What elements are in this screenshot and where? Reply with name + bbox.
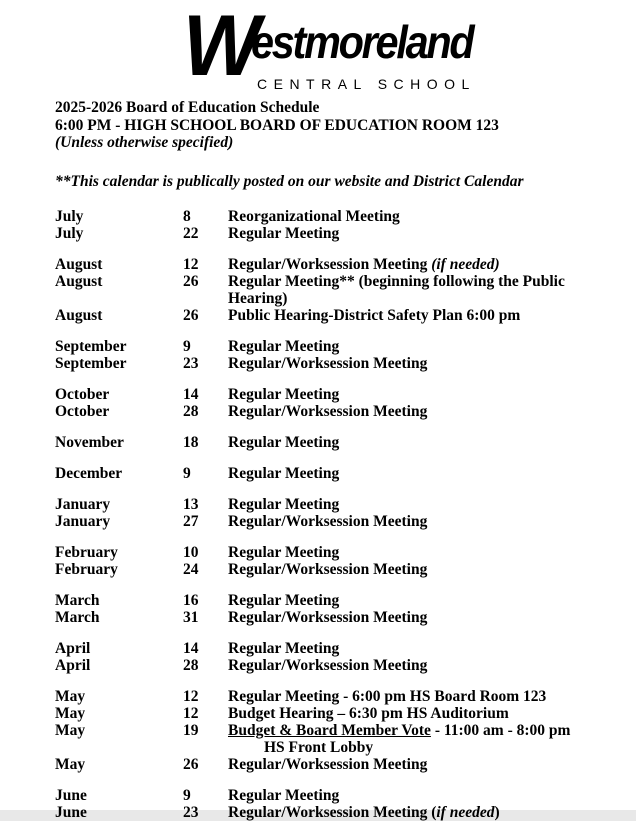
description-cell (228, 434, 620, 451)
schedule-row (55, 804, 620, 821)
logo-w-mark: W (183, 0, 256, 94)
schedule-row (55, 434, 620, 451)
date-cell: 13 (183, 496, 199, 513)
description-segment: Regular Meeting (228, 386, 340, 403)
date-cell: 18 (183, 434, 199, 451)
description-segment: ) (494, 804, 500, 821)
date-cell: 24 (183, 561, 199, 578)
month-cell: February (55, 544, 118, 561)
description-segment: Regular Meeting (228, 465, 340, 482)
schedule-table (55, 208, 620, 821)
month-group (55, 640, 620, 674)
date-cell: 28 (183, 403, 199, 420)
description-segment: Regular/Worksession Meeting (228, 609, 428, 626)
description-second-line: HS Front Lobby (264, 739, 374, 756)
description-cell (228, 592, 620, 609)
description-segment: Regular Meeting (228, 338, 340, 355)
month-cell: May (55, 705, 86, 722)
month-group (55, 256, 620, 324)
date-cell: 14 (183, 386, 199, 403)
date-cell: 28 (183, 657, 199, 674)
schedule-row (55, 705, 620, 722)
month-cell: October (55, 386, 110, 403)
description-cell (228, 609, 620, 626)
school-logo (183, 0, 483, 94)
date-cell: 26 (183, 273, 199, 290)
month-group (55, 208, 620, 242)
month-cell: December (55, 465, 123, 482)
description-segment: Regular Meeting (228, 496, 340, 513)
month-cell: May (55, 722, 86, 739)
schedule-row (55, 225, 620, 242)
date-cell: 19 (183, 722, 199, 739)
month-group (55, 544, 620, 578)
schedule-row (55, 640, 620, 657)
description-cell (228, 386, 620, 403)
date-cell: 26 (183, 307, 199, 324)
description-segment: - 11:00 am - 8:00 pm (430, 722, 571, 739)
date-cell: 27 (183, 513, 199, 530)
description-cell (228, 787, 620, 804)
description-segment: Regular Meeting (228, 544, 340, 561)
schedule-row (55, 787, 620, 804)
logo-brand-text: estmoreland (251, 16, 473, 68)
schedule-row (55, 544, 620, 561)
description-segment: Regular/Worksession Meeting (228, 756, 428, 773)
description-cell (228, 756, 620, 773)
description-segment: Regular Meeting (228, 592, 340, 609)
date-cell: 9 (183, 338, 191, 355)
description-cell (228, 355, 620, 372)
schedule-title: 2025-2026 Board of Education Schedule (55, 99, 320, 116)
month-cell: March (55, 609, 100, 626)
month-group (55, 386, 620, 420)
description-segment: Regular Meeting** (beginning following the Public Hearing) (228, 273, 565, 307)
schedule-row (55, 338, 620, 355)
month-cell: July (55, 225, 84, 242)
schedule-row (55, 386, 620, 403)
logo-subtitle: CENTRAL SCHOOL (257, 76, 476, 92)
month-cell: October (55, 403, 110, 420)
date-cell: 12 (183, 256, 199, 273)
schedule-row (55, 561, 620, 578)
schedule-row (55, 688, 620, 705)
month-cell: April (55, 640, 91, 657)
date-cell: 9 (183, 787, 191, 804)
header-block (55, 99, 616, 190)
month-cell: September (55, 338, 127, 355)
description-segment: Regular Meeting (228, 225, 340, 242)
month-cell: August (55, 307, 103, 324)
description-segment: Regular/Worksession Meeting (228, 561, 428, 578)
schedule-row (55, 307, 620, 324)
posting-note: **This calendar is publically posted on our website and District Calendar (55, 172, 524, 190)
schedule-row (55, 496, 620, 513)
description-cell (228, 225, 620, 242)
month-group (55, 688, 620, 773)
month-group (55, 465, 620, 482)
description-segment: Regular Meeting (228, 787, 340, 804)
description-cell (228, 273, 620, 307)
month-cell: June (55, 787, 87, 804)
month-cell: August (55, 256, 103, 273)
month-cell: September (55, 355, 127, 372)
description-cell (228, 256, 620, 273)
description-segment: Regular/Worksession Meeting (228, 513, 428, 530)
description-segment: Budget & Board Member Vote (228, 722, 431, 739)
description-cell (228, 722, 620, 756)
schedule-row (55, 208, 620, 225)
description-cell (228, 403, 620, 420)
description-cell (228, 338, 620, 355)
description-cell (228, 307, 620, 324)
description-segment: Public Hearing-District Safety Plan 6:00 pm (228, 307, 521, 324)
month-group (55, 592, 620, 626)
meeting-time-location: 6:00 PM - HIGH SCHOOL BOARD OF EDUCATION ROOM 123 (55, 116, 499, 134)
description-segment: (if needed) (431, 256, 500, 273)
description-segment: Regular/Worksession Meeting (228, 403, 428, 420)
month-cell: May (55, 756, 86, 773)
month-cell: January (55, 496, 111, 513)
month-cell: November (55, 434, 124, 451)
description-cell (228, 208, 620, 225)
month-group (55, 338, 620, 372)
description-segment: Budget Hearing – 6:30 pm HS Auditorium (228, 705, 509, 722)
date-cell: 22 (183, 225, 199, 242)
month-cell: April (55, 657, 91, 674)
description-segment: Regular/Worksession Meeting (228, 657, 428, 674)
schedule-row (55, 657, 620, 674)
date-cell: 23 (183, 355, 199, 372)
description-cell (228, 688, 620, 705)
description-cell (228, 561, 620, 578)
month-group (55, 496, 620, 530)
description-cell (228, 657, 620, 674)
description-segment: Regular/Worksession Meeting ( (228, 804, 437, 821)
description-cell (228, 705, 620, 722)
month-cell: July (55, 208, 84, 225)
schedule-row (55, 355, 620, 372)
description-cell (228, 513, 620, 530)
description-segment: Reorganizational Meeting (228, 208, 400, 225)
schedule-row (55, 756, 620, 773)
date-cell: 14 (183, 640, 199, 657)
description-cell (228, 496, 620, 513)
date-cell: 16 (183, 592, 199, 609)
date-cell: 8 (183, 208, 191, 225)
description-cell (228, 544, 620, 561)
date-cell: 12 (183, 705, 199, 722)
date-cell: 23 (183, 804, 199, 821)
month-cell: May (55, 688, 86, 705)
month-group (55, 434, 620, 451)
schedule-row (55, 513, 620, 530)
date-cell: 9 (183, 465, 191, 482)
schedule-row (55, 256, 620, 273)
description-cell (228, 804, 620, 821)
description-segment: Regular Meeting - 6:00 pm HS Board Room 123 (228, 688, 547, 705)
description-segment: Regular Meeting (228, 640, 340, 657)
month-cell: August (55, 273, 103, 290)
description-cell (228, 465, 620, 482)
schedule-row (55, 465, 620, 482)
description-segment: Regular/Worksession Meeting (228, 355, 428, 372)
schedule-row (55, 273, 620, 307)
schedule-row (55, 403, 620, 420)
description-segment: if needed (436, 804, 495, 821)
month-cell: January (55, 513, 111, 530)
description-segment: Regular Meeting (228, 434, 340, 451)
month-cell: June (55, 804, 87, 821)
date-cell: 26 (183, 756, 199, 773)
date-cell: 12 (183, 688, 199, 705)
date-cell: 31 (183, 609, 199, 626)
schedule-row (55, 722, 620, 756)
title-qualifier: (Unless otherwise specified) (55, 134, 234, 151)
schedule-row (55, 592, 620, 609)
date-cell: 10 (183, 544, 199, 561)
month-group (55, 787, 620, 821)
description-cell (228, 640, 620, 657)
description-segment: Regular/Worksession Meeting (228, 256, 432, 273)
schedule-row (55, 609, 620, 626)
month-cell: February (55, 561, 118, 578)
month-cell: March (55, 592, 100, 609)
